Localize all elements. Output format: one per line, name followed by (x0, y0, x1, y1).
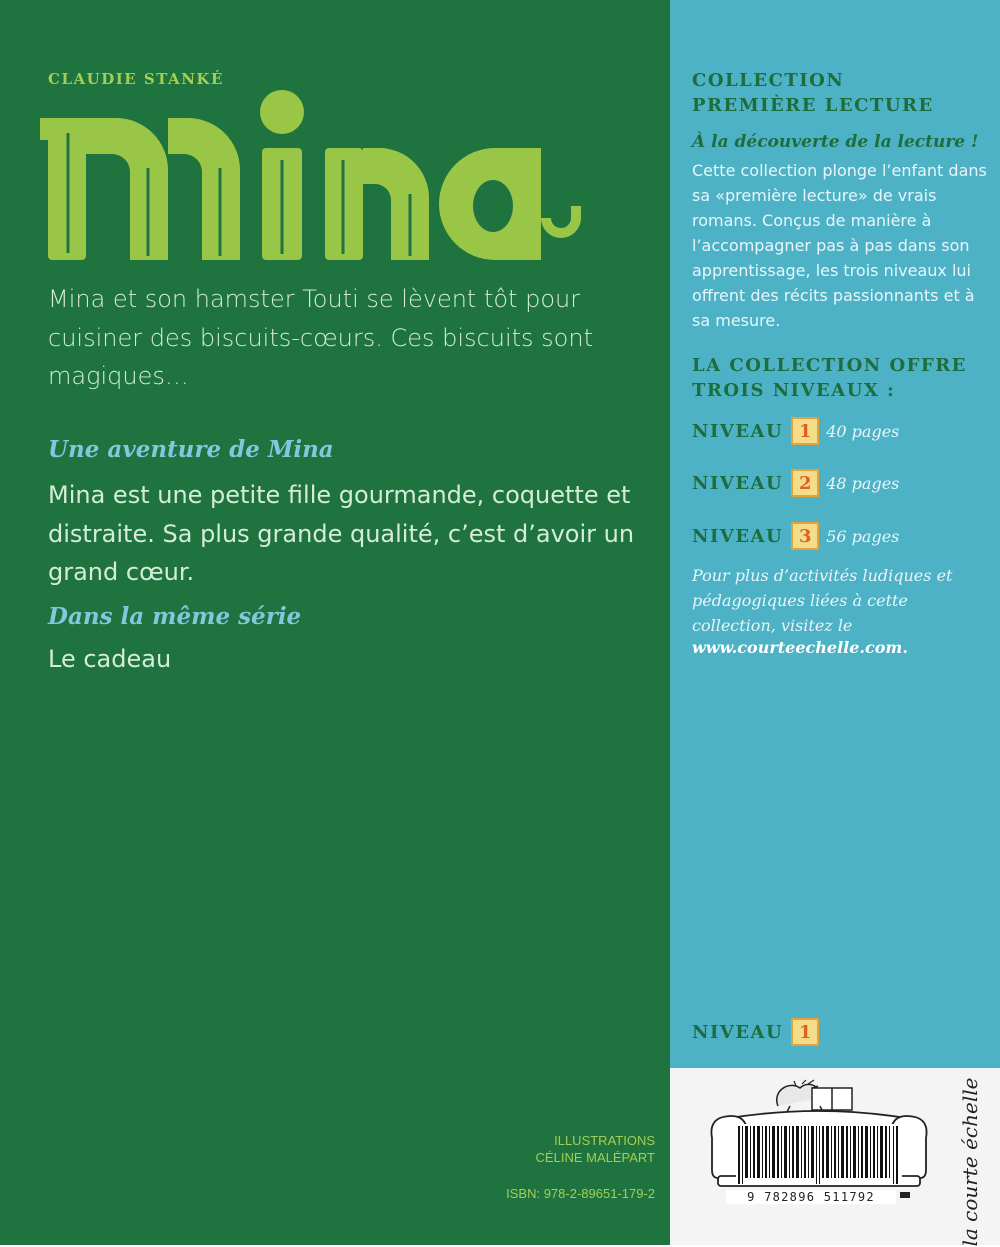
credits-label: ILLUSTRATIONS (554, 1133, 655, 1148)
levels-heading-line1: LA COLLECTION OFFRE (692, 355, 967, 376)
collection-title-line2: PREMIÈRE LECTURE (692, 95, 934, 116)
level-label: NIVEAU (692, 472, 784, 494)
level-row (692, 468, 899, 498)
publisher-logo (940, 1077, 1000, 1247)
publisher-name: la courte échelle (958, 1077, 982, 1247)
series-description: Mina est une petite fille gourmande, coquette et distraite. Sa plus grande qualité, c’est d’avoir un grand cœur. (48, 481, 635, 586)
level-1-badge-icon: 1 (791, 417, 819, 445)
level-pages: 56 pages (826, 526, 900, 546)
book-title-logo (40, 88, 585, 266)
series-heading: Une aventure de Mina (48, 436, 334, 463)
barcode-number: 9 782896 511792 (726, 1190, 896, 1204)
same-series-heading: Dans la même série (48, 603, 302, 630)
more-info-text: Pour plus d’activités ludiques et pédagogiques liées à cette collection, visitez le (692, 566, 953, 635)
level-row (692, 521, 899, 551)
collection-description: Cette collection plonge l’enfant dans sa «première lecture» de vrais romans. Conçus de manière à l’accompagner pas à pas dans son apprentissage, les trois niveaux lui offrent des récits passionnants et à sa mesure. (692, 161, 987, 330)
level-2-badge-icon: 2 (791, 469, 819, 497)
same-series-title: Le cadeau (48, 645, 172, 673)
levels-heading (692, 353, 967, 403)
couch-barcode-illustration (708, 1078, 930, 1198)
level-row (692, 416, 899, 446)
level-label: NIVEAU (692, 420, 784, 442)
website-link[interactable]: www.courteechelle.com. (692, 638, 908, 657)
level-pages: 40 pages (826, 421, 900, 441)
isbn: ISBN: 978-2-89651-179-2 (506, 1186, 655, 1201)
illustrator-name: CÉLINE MALÉPART (535, 1150, 655, 1165)
level-label: NIVEAU (692, 525, 784, 547)
author-name: CLAUDIE STANKÉ (48, 70, 224, 88)
collection-title-line1: COLLECTION (692, 70, 845, 91)
illustration-credits (536, 1132, 655, 1166)
reader-icon (777, 1080, 852, 1114)
level-pages: 48 pages (826, 473, 900, 493)
levels-heading-line2: TROIS NIVEAUX : (692, 380, 896, 401)
book-blurb: Mina et son hamster Touti se lèvent tôt pour cuisiner des biscuits-cœurs. Ces biscuits sont magiques… (48, 285, 593, 390)
book-level-badge-icon: 1 (791, 1018, 819, 1046)
collection-tagline: À la découverte de la lecture ! (692, 132, 979, 152)
level-3-badge-icon: 3 (791, 522, 819, 550)
book-level-indicator (692, 1017, 819, 1047)
collection-title (692, 68, 934, 118)
book-level-label: NIVEAU (692, 1021, 784, 1043)
barcode-icon (736, 1124, 902, 1184)
